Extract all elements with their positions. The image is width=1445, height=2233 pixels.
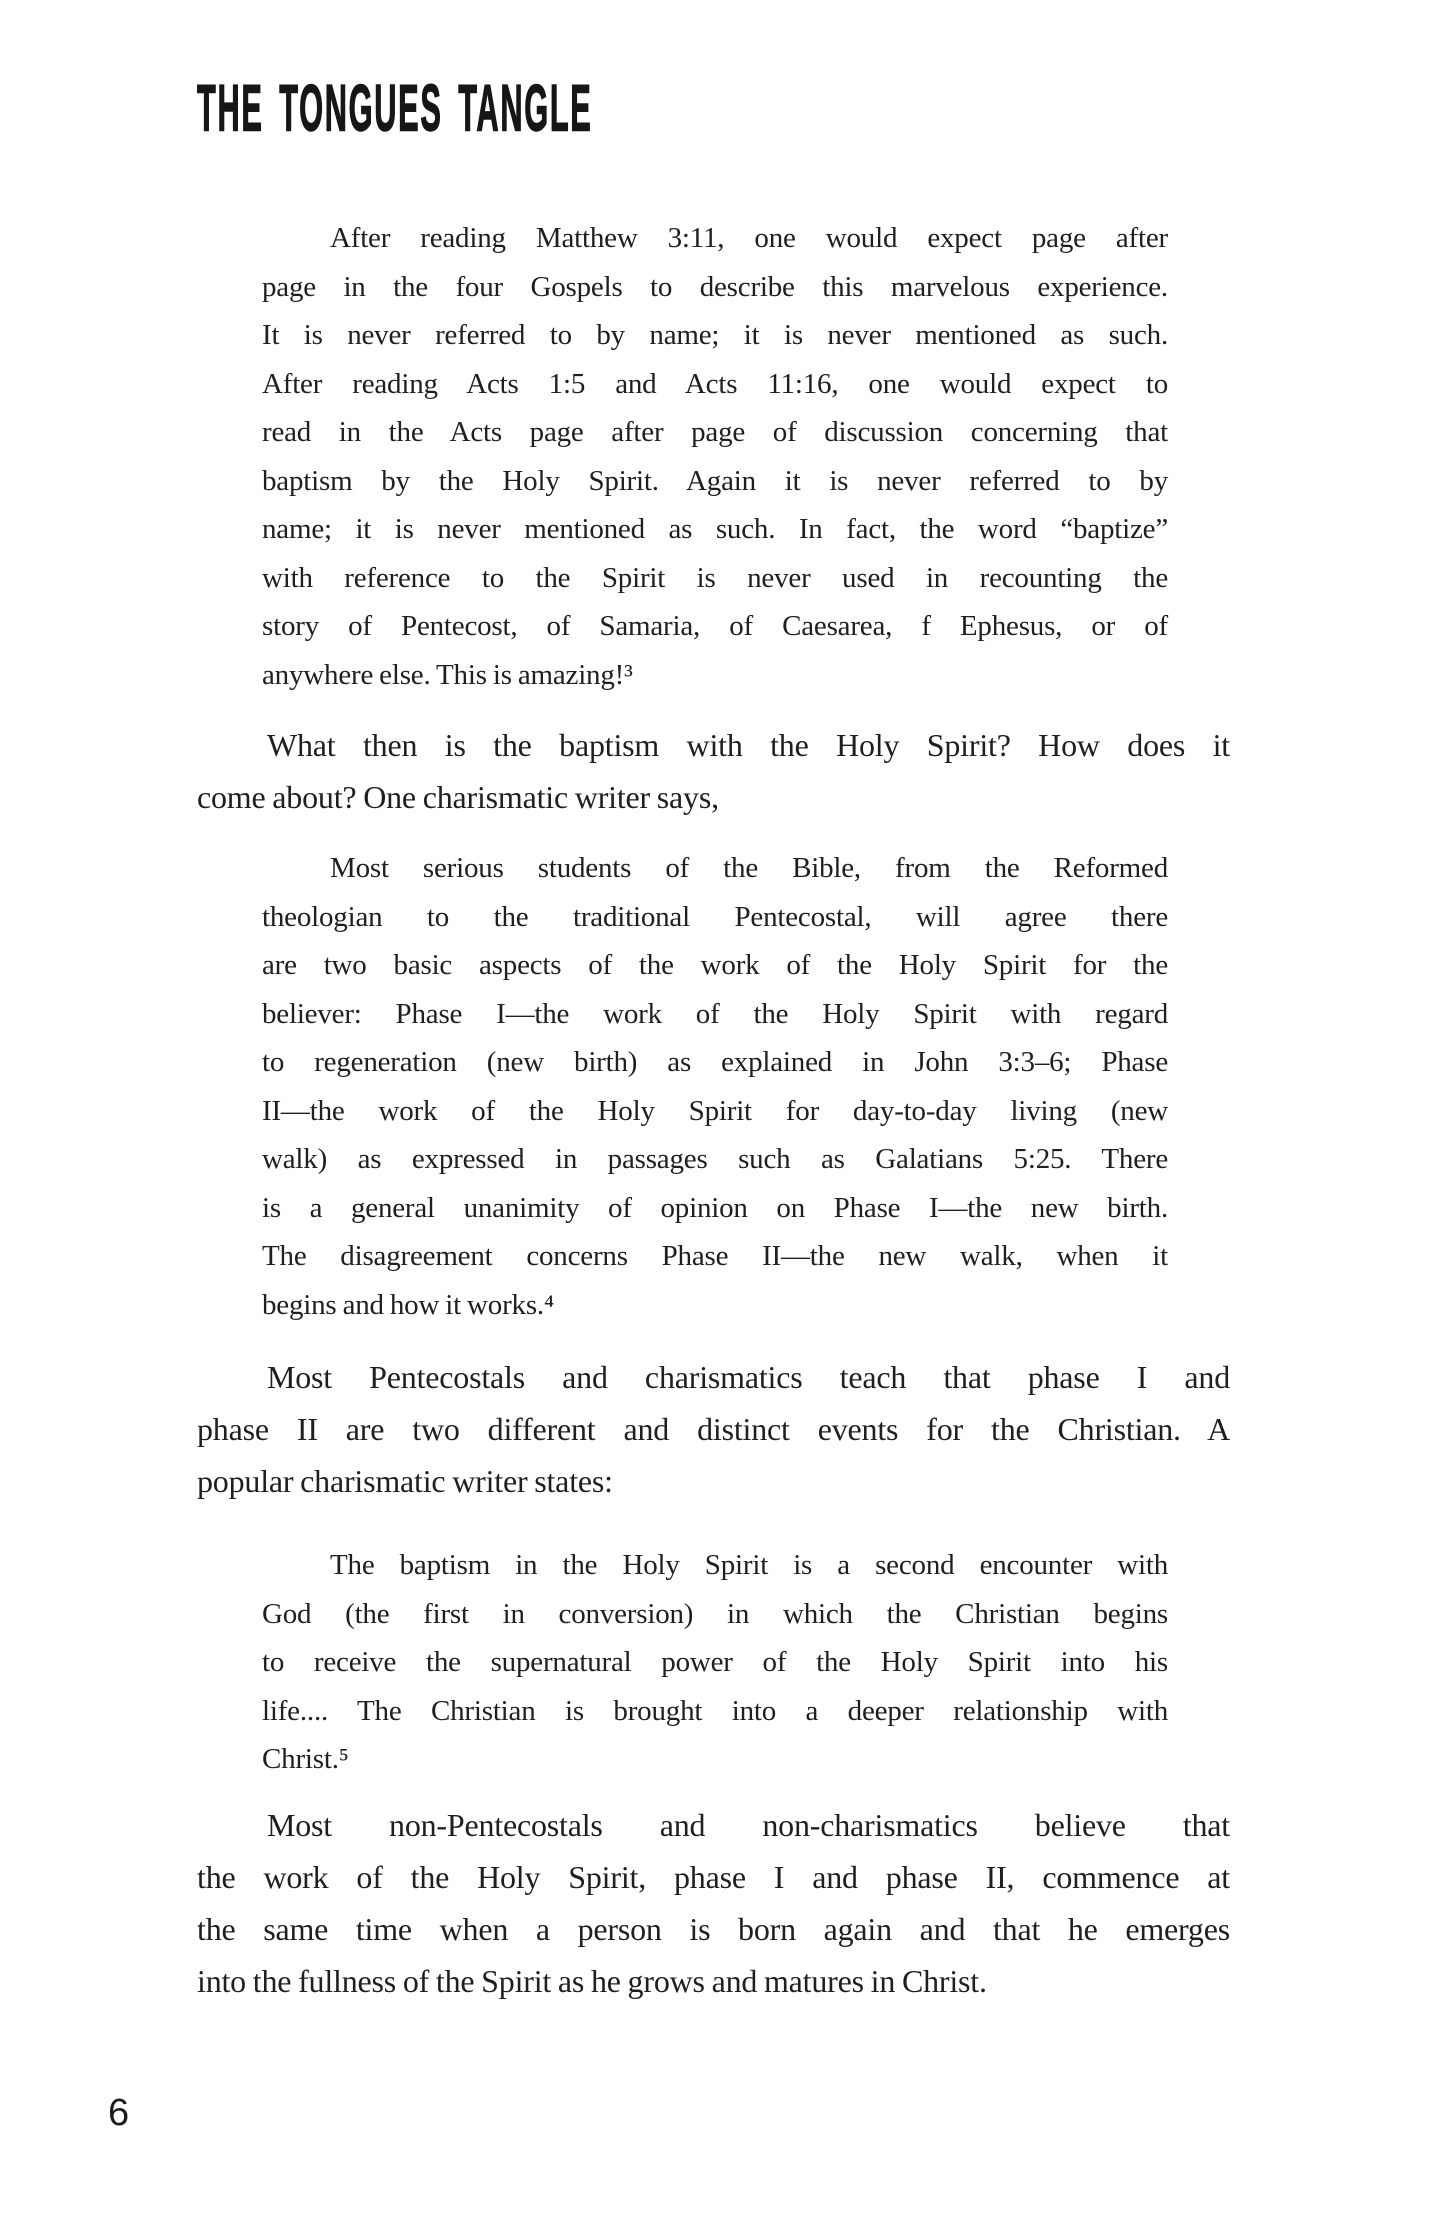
text-line: II—the work of the Holy Spirit for day-to-day living (new bbox=[262, 1094, 1168, 1127]
chapter-title: THE TONGUES TANGLE bbox=[197, 70, 593, 145]
text-line: phase II are two different and distinct events for the Christian. A bbox=[197, 1411, 1230, 1447]
blockquote-3 bbox=[262, 1541, 1168, 1784]
text-line: name; it is never mentioned as such. In fact, the word “baptize” bbox=[262, 513, 1168, 545]
body-paragraph-1 bbox=[197, 719, 1230, 823]
body-paragraph-3 bbox=[197, 1799, 1230, 2007]
text-line: What then is the baptism with the Holy Spirit? How does it bbox=[267, 727, 1230, 763]
text-line: the work of the Holy Spirit, phase I and phase II, commence at bbox=[197, 1858, 1230, 1895]
text-line: are two basic aspects of the work of the Holy Spirit for the bbox=[262, 949, 1168, 981]
text-line: walk) as expressed in passages such as Galatians 5:25. There bbox=[262, 1143, 1168, 1175]
text-line: After reading Acts 1:5 and Acts 11:16, one would expect to bbox=[262, 367, 1168, 400]
text-line: is a general unanimity of opinion on Phase I—the new birth. bbox=[262, 1191, 1168, 1224]
text-line: life.... The Christian is brought into a deeper relationship with bbox=[262, 1694, 1168, 1727]
text-line: page in the four Gospels to describe this marvelous experience. bbox=[262, 270, 1168, 303]
text-line: to receive the supernatural power of the Holy Spirit into his bbox=[262, 1646, 1168, 1678]
blockquote-2 bbox=[262, 844, 1168, 1329]
text-line: Christ.⁵ bbox=[262, 1743, 349, 1775]
text-line: Most non-Pentecostals and non-charismatics believe that bbox=[267, 1806, 1230, 1843]
text-line: It is never referred to by name; it is never mentioned as such. bbox=[262, 319, 1168, 351]
text-line: into the fullness of the Spirit as he grows and matures in Christ. bbox=[197, 1962, 987, 1999]
text-line: popular charismatic writer states: bbox=[197, 1463, 613, 1499]
blockquote-1 bbox=[262, 214, 1168, 699]
text-line: Most serious students of the Bible, from the Reformed bbox=[330, 852, 1168, 884]
page-number: 6 bbox=[108, 2091, 130, 2134]
text-line: After reading Matthew 3:11, one would expect page after bbox=[330, 222, 1168, 254]
text-line: theologian to the traditional Pentecostal, will agree there bbox=[262, 900, 1168, 933]
text-line: read in the Acts page after page of discussion concerning that bbox=[262, 416, 1168, 448]
text-line: to regeneration (new birth) as explained in John 3:3–6; Phase bbox=[262, 1046, 1168, 1078]
text-line: story of Pentecost, of Samaria, of Caesarea, f Ephesus, or of bbox=[262, 610, 1168, 642]
text-line: believer: Phase I—the work of the Holy Spirit with regard bbox=[262, 997, 1168, 1030]
text-line: Most Pentecostals and charismatics teach that phase I and bbox=[267, 1359, 1230, 1395]
text-line: God (the first in conversion) in which the Christian begins bbox=[262, 1597, 1168, 1630]
text-line: The baptism in the Holy Spirit is a second encounter with bbox=[330, 1549, 1168, 1581]
text-line: baptism by the Holy Spirit. Again it is never referred to by bbox=[262, 464, 1168, 497]
running-header bbox=[197, 70, 1230, 147]
text-line: with reference to the Spirit is never used in recounting the bbox=[262, 561, 1168, 594]
body-paragraph-2 bbox=[197, 1351, 1230, 1507]
text-line: The disagreement concerns Phase II—the new walk, when it bbox=[262, 1240, 1168, 1272]
text-line: begins and how it works.⁴ bbox=[262, 1288, 554, 1321]
text-line: the same time when a person is born again and that he emerges bbox=[197, 1910, 1230, 1947]
text-line: anywhere else. This is amazing!³ bbox=[262, 658, 633, 691]
text-line: come about? One charismatic writer says, bbox=[197, 779, 719, 815]
